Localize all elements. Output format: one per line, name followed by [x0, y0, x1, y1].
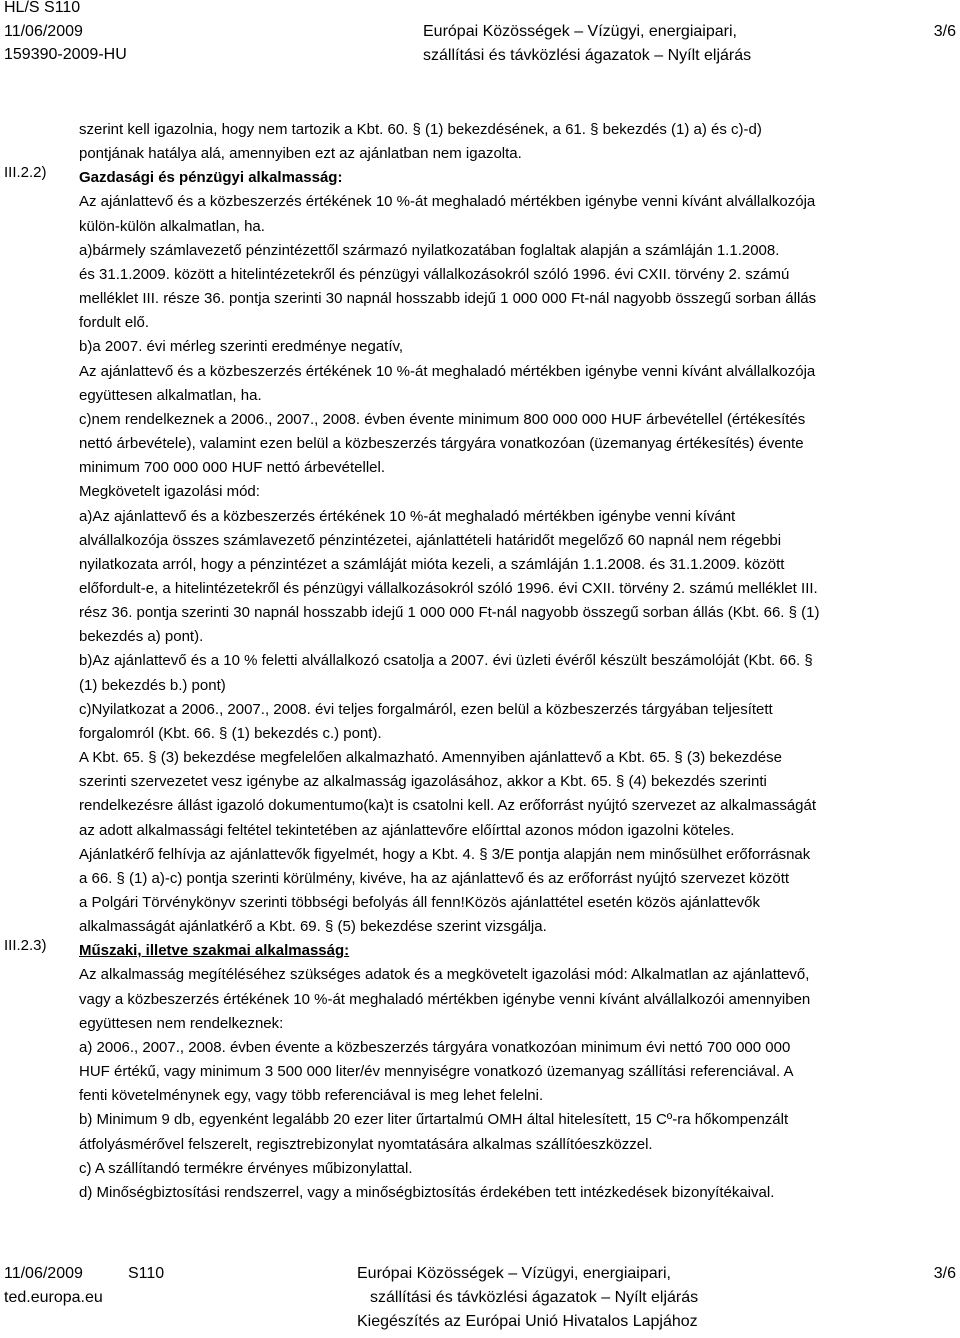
text-line: b) Minimum 9 db, egyenként legalább 20 ezer liter űrtartalmú OMH által hitelesített, 15 Cº-ra hőkompenzált [79, 1111, 789, 1129]
text-line: forgalomról (Kbt. 66. § (1) bekezdés c.) pont). [79, 724, 382, 742]
text-line: nettó árbevétele), valamint ezen belül a közbeszerzés tárgyára vonatkozóan (üzemanyag értékesítés) évente [79, 435, 804, 453]
text-line: a Polgári Törvénykönyv szerinti többségi befolyás áll fenn!Közös ajánlattétel esetén közös ajánlattevők [79, 894, 760, 911]
text-line: rendelkezésre állást igazoló dokumentumo(ka)t is csatolni kell. Az erőforrást nyújtó szervezet az alkalmasságát [79, 797, 817, 815]
page-footer [0, 1262, 960, 1338]
text-line: minimum 700 000 000 HUF nettó árbevétellel. [79, 459, 385, 477]
section-heading: Műszaki, illetve szakmai alkalmasság: [79, 942, 350, 960]
text-line: c)nem rendelkeznek a 2006., 2007., 2008. évben évente minimum 800 000 000 HUF árbevétellel (értékesítés [79, 410, 806, 428]
footer-title-line2: szállítási és távközlési ágazatok – Nyílt eljárás [370, 1289, 699, 1306]
text-line: b)Az ajánlattevő és a 10 % feletti alvállalkozó csatolja a 2007. évi üzleti évéről készült beszámolóját (Kbt. 66. § [79, 652, 813, 670]
text-line: b)a 2007. évi mérleg szerinti eredménye negatív, [79, 338, 404, 356]
text-line: Megkövetelt igazolási mód: [79, 483, 260, 501]
footer-supplement: Kiegészítés az Európai Unió Hivatalos Lapjához [357, 1313, 698, 1330]
text-line: A Kbt. 65. § (3) bekezdése megfelelően alkalmazható. Amennyiben ajánlattevő a Kbt. 65. § (3) bekezdése [79, 749, 782, 767]
header-title-line2: szállítási és távközlési ágazatok – Nyílt eljárás [423, 47, 752, 64]
footer-title-line1: Európai Közösségek – Vízügyi, energiaipari, [357, 1265, 671, 1282]
text-line: Ajánlatkérő felhívja az ajánlattevők figyelmét, hogy a Kbt. 4. § 3/E pontja alapján nem minősülhet erőforrásnak [79, 845, 811, 863]
text-line: (1) bekezdés b.) pont) [79, 676, 226, 694]
text-line: fordult elő. [79, 314, 150, 332]
footer-date: 11/06/2009 [4, 1265, 83, 1282]
text-line: Az alkalmasság megítéléséhez szükséges adatok és a megkövetelt igazolási mód: Alkalmatlan az ajánlattevő, [79, 966, 810, 984]
text-line: az adott alkalmassági feltétel tekintetében az ajánlattevőre előírttal azonos módon igazolni köteles. [79, 821, 735, 839]
text-line: és 31.1.2009. között a hitelintézetekről és pénzügyi vállalkozásokról szóló 1996. évi CXII. törvény 2. számú [79, 265, 790, 283]
text-line: a 66. § (1) a)-c) pontja szerinti körülmény, kivéve, ha az ajánlattevő és az erőforrást nyújtó szervezet között [79, 869, 790, 887]
text-line: a)bármely számlavezető pénzintézettől származó nyilatkozatában foglaltak alapján a számláján 1.1.2008. [79, 241, 780, 259]
page-header [0, 0, 960, 72]
text-line: együttesen alkalmatlan, ha. [79, 386, 262, 404]
text-line: pontjának hatálya alá, amennyiben ezt az ajánlatban nem igazolta. [79, 145, 522, 163]
text-line: vagy a közbeszerzés értékének 10 %-át meghaladó mértékben igénybe venni kívánt alvállalkozói amennyiben [79, 990, 811, 1008]
text-line: a)Az ajánlattevő és a közbeszerzés értékének 10 %-át meghaladó mértékben igénybe venni kívánt [79, 507, 736, 525]
section-number: III.2.3) [4, 937, 47, 955]
text-line: HUF értékű, vagy minimum 3 500 000 liter/év mennyiségre vonatkozó üzemanyag szállítási referenciával. A [79, 1063, 794, 1081]
text-line: Az ajánlattevő és a közbeszerzés értékének 10 %-át meghaladó mértékben igénybe venni kívánt alvállalkozója [79, 193, 816, 211]
header-title-line1: Európai Közösségek – Vízügyi, energiaipari, [423, 23, 737, 40]
text-line: c) A szállítandó termékre érvényes műbizonylattal. [79, 1159, 413, 1177]
text-line: előfordult-e, a hitelintézetekről és pénzügyi vállalkozásokról szóló 1996. évi CXII. törvény 2. számú melléklet III. [79, 579, 818, 597]
header-date: 11/06/2009 [4, 23, 83, 40]
header-ref: HL/S S110 [4, 0, 81, 16]
text-line: a) 2006., 2007., 2008. évben évente a közbeszerzés tárgyára vonatkozóan minimum évi nettó 700 000 000 [79, 1038, 791, 1056]
text-line: bekezdés a) pont). [79, 628, 204, 646]
text-line: rész 36. pontja szerinti 30 napnál hosszabb idejű 1 000 000 Ft-nál nagyobb összegű sorban állás (Kbt. 66. § (1) [79, 604, 820, 622]
section-heading: Gazdasági és pénzügyi alkalmasság: [79, 169, 343, 187]
text-line: Az ajánlattevő és a közbeszerzés értékének 10 %-át meghaladó mértékben igénybe venni kívánt alvállalkozója [79, 362, 816, 380]
text-line: külön-külön alkalmatlan, ha. [79, 217, 265, 235]
text-line: alvállalkozója összes számlavezető pénzintézetei, ajánlattételi határidőt megelőző 60 napnál nem régebbi [79, 531, 782, 549]
footer-site: ted.europa.eu [4, 1289, 103, 1306]
text-line: c)Nyilatkozat a 2006., 2007., 2008. évi teljes forgalmáról, ezen belül a közbeszerzés tárgyában teljesített [79, 700, 773, 718]
text-line: szerinti szervezetet vesz igénybe az alkalmasság igazolásához, akkor a Kbt. 65. § (4) bekezdés szerinti [79, 773, 767, 791]
section-number: III.2.2) [4, 164, 47, 182]
text-line: szerint kell igazolnia, hogy nem tartozik a Kbt. 60. § (1) bekezdésének, a 61. § bekezdés (1) a) és c)-d) [79, 121, 762, 138]
footer-series: S110 [128, 1265, 165, 1282]
text-line: nyilatkozata arról, hogy a pénzintézet a számláját mióta kezeli, a számláján 1.1.2008. és 31.1.2009. között [79, 555, 785, 573]
footer-page-number: 3/6 [933, 1265, 956, 1282]
text-line: alkalmasságát ajánlatkérő a Kbt. 69. § (5) bekezdése szerint vizsgálja. [79, 918, 547, 936]
document-body [79, 118, 959, 1205]
header-notice-id: 159390-2009-HU [4, 46, 127, 63]
text-line: együttesen nem rendelkeznek: [79, 1014, 284, 1032]
text-line: fenti követelménynek egy, vagy több referenciával is meg lehet felelni. [79, 1087, 544, 1105]
header-page-number: 3/6 [933, 23, 956, 40]
text-line: átfolyásmérővel felszerelt, regisztrebizonylat nyomtatására alkalmas szállítóeszközzel. [79, 1135, 653, 1153]
text-line: melléklet III. része 36. pontja szerinti 30 napnál hosszabb idejű 1 000 000 Ft-nál nagyobb összegű sorban állás [79, 290, 817, 308]
text-line: d) Minőségbiztosítási rendszerrel, vagy a minőségbiztosítás érdekében tett intézkedések bizonyítékaival. [79, 1183, 775, 1201]
